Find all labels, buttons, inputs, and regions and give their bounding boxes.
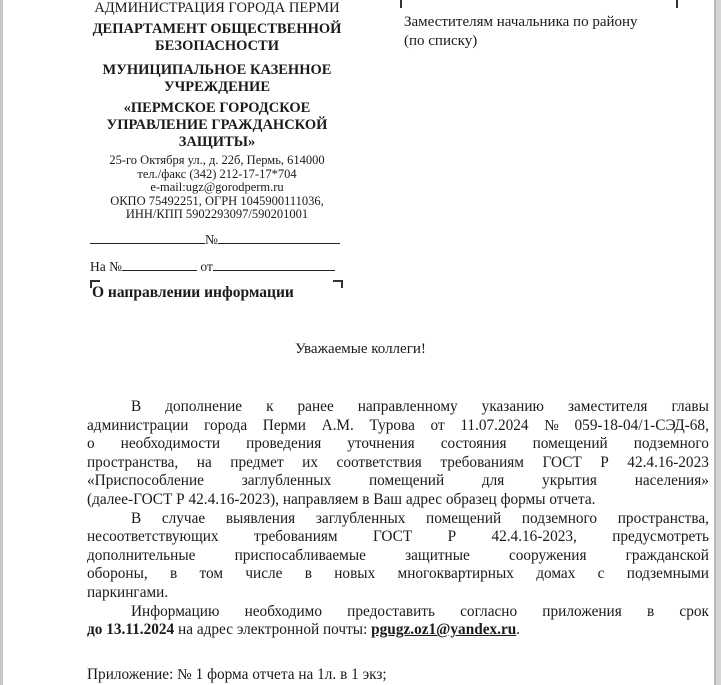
addressee-line: (по списку) xyxy=(404,33,478,49)
institution-line: УЧРЕЖДЕНИЕ xyxy=(163,79,271,95)
addressee-corner-mark-right xyxy=(674,0,678,8)
letterhead-institution xyxy=(72,62,362,96)
word: согласно xyxy=(460,602,518,620)
body-line xyxy=(87,454,709,473)
word: В xyxy=(131,509,142,527)
word: направленному xyxy=(357,398,458,415)
word: Информацию xyxy=(131,602,220,620)
word: на xyxy=(196,453,212,471)
word: требованиям xyxy=(440,453,524,471)
word: к xyxy=(266,398,274,415)
letterhead-department xyxy=(72,21,362,55)
word: их xyxy=(302,453,319,471)
body-line xyxy=(87,528,709,547)
reply-to-label: На № xyxy=(90,259,122,274)
appendix-line: Приложение: № 1 форма отчета на 1л. в 1 экз; xyxy=(87,666,387,683)
organization-line: «ПЕРМСКОЕ ГОРОДСКОЕ xyxy=(123,100,311,116)
body-line xyxy=(87,565,709,584)
word: том xyxy=(199,565,224,583)
word: населения» xyxy=(634,472,709,490)
contact-inn: ИНН/КПП 5902293097/590201001 xyxy=(125,207,309,221)
organization-line: УПРАВЛЕНИЕ ГРАЖДАНСКОЙ xyxy=(106,117,328,133)
word: заглубленных xyxy=(241,472,332,490)
reply-number-blank xyxy=(122,258,197,271)
word: главы xyxy=(671,398,709,415)
word: несоответствующих xyxy=(87,528,219,546)
word: 059-18-04/1-СЭД-68, xyxy=(574,416,709,434)
word: подземного xyxy=(633,435,709,453)
word: пространства, xyxy=(87,453,179,471)
word: «Приспособление xyxy=(87,472,204,490)
letter-body xyxy=(87,398,709,640)
body-line xyxy=(87,621,709,640)
word: требованиям xyxy=(253,528,338,546)
reply-date-blank xyxy=(213,258,335,271)
word: подземными xyxy=(626,565,709,583)
word: необходимости xyxy=(120,435,221,453)
department-line: БЕЗОПАСНОСТИ xyxy=(154,38,280,54)
body-line: паркингами. xyxy=(87,583,169,601)
word: в xyxy=(646,602,655,620)
word: гражданской xyxy=(625,546,709,564)
date-blank xyxy=(90,231,205,244)
paragraph-2 xyxy=(87,510,709,603)
word: администрации xyxy=(87,416,189,434)
word: 42.4.16-2023 xyxy=(627,453,709,471)
word: домах xyxy=(536,565,576,583)
word: города xyxy=(204,416,248,434)
addressee-corner-mark-left xyxy=(400,0,404,8)
word: Р xyxy=(447,528,457,546)
body-line: (далее-ГОСТ Р 42.4.16-2023), направляем в Ваш адрес образец формы отчета. xyxy=(87,490,596,508)
body-line xyxy=(87,547,709,566)
number-sign: № xyxy=(205,232,218,247)
contact-email: e-mail:ugz@gorodperm.ru xyxy=(150,180,284,194)
admin-name: АДМИНИСТРАЦИЯ ГОРОДА ПЕРМИ xyxy=(94,0,340,16)
word: Турова xyxy=(369,416,415,434)
paragraph-1 xyxy=(87,398,709,510)
word: для xyxy=(481,472,505,490)
word: выявления xyxy=(225,509,296,527)
period: . xyxy=(516,621,521,639)
word: дополнительные xyxy=(87,546,196,564)
body-line xyxy=(87,435,709,454)
word: сооружения xyxy=(508,546,587,564)
word: о xyxy=(87,435,95,453)
deadline-date: до 13.11.2024 xyxy=(87,621,175,639)
word: в xyxy=(169,565,178,583)
word: помещений xyxy=(426,509,502,527)
letterhead-contacts xyxy=(72,154,362,222)
word: в xyxy=(304,565,312,583)
word: предмет xyxy=(230,453,284,471)
word: заглубленных xyxy=(315,509,406,527)
body-line xyxy=(87,472,709,491)
word: помещений xyxy=(368,472,445,490)
contact-address: 25-го Октября ул., д. 22б, Пермь, 614000 xyxy=(109,153,325,167)
word: приспосабливаемые xyxy=(234,546,366,564)
institution-line: МУНИЦИПАЛЬНОЕ КАЗЕННОЕ xyxy=(102,62,332,78)
body-line xyxy=(87,603,709,622)
word: ГОСТ xyxy=(542,453,582,471)
word: защитные xyxy=(405,546,470,564)
word: необходимо xyxy=(244,602,322,620)
word: состояния xyxy=(440,435,507,453)
salutation: Уважаемые коллеги! xyxy=(295,341,426,357)
letter-subject: О направлении информации xyxy=(92,284,294,301)
word: от xyxy=(430,416,445,434)
subject-corner-mark-right xyxy=(333,280,343,288)
word: подземного xyxy=(521,509,598,527)
deadline-text: на адрес электронной почты: xyxy=(174,621,372,639)
contact-email-link[interactable]: pgugz.oz1@yandex.ru xyxy=(371,621,517,639)
word: случае xyxy=(161,509,206,527)
word: Р xyxy=(600,453,609,471)
word: 42.4.16-2023, xyxy=(491,528,577,546)
word: В xyxy=(131,398,142,415)
letterhead-admin xyxy=(72,0,362,17)
word: ГОСТ xyxy=(372,528,413,546)
word: помещений xyxy=(532,435,608,453)
body-line xyxy=(87,510,709,529)
addressee-line: Заместителям начальника по району xyxy=(404,14,638,30)
word: № xyxy=(544,416,559,434)
number-blank xyxy=(218,231,340,244)
word: ранее xyxy=(297,398,334,415)
word: числе xyxy=(245,565,283,583)
paragraph-3 xyxy=(87,603,709,640)
word: срок xyxy=(679,602,709,620)
word: с xyxy=(597,565,605,583)
word: обороны, xyxy=(87,565,148,583)
word: 11.07.2024 xyxy=(460,416,529,434)
letterhead-organization xyxy=(72,100,362,151)
body-line xyxy=(87,417,709,436)
addressee-block xyxy=(404,13,704,51)
word: пространства, xyxy=(617,509,709,527)
word: соответствия xyxy=(336,453,422,471)
word: А.М. xyxy=(321,416,354,434)
word: проведения xyxy=(246,435,322,453)
from-label: от xyxy=(200,259,213,274)
department-line: ДЕПАРТАМЕНТ ОБЩЕСТВЕННОЙ xyxy=(92,21,342,37)
word: приложения xyxy=(542,602,622,620)
reply-reference-line xyxy=(90,258,335,275)
contact-phone: тел./факс (342) 212-17-17*704 xyxy=(137,166,297,181)
word: новых xyxy=(334,565,376,583)
body-line xyxy=(87,398,709,417)
word: Перми xyxy=(262,416,306,434)
word: многоквартирных xyxy=(397,565,514,583)
word: указанию xyxy=(481,398,544,415)
word: заместителя xyxy=(567,398,648,415)
word: укрытия xyxy=(542,472,597,490)
contact-okpo: ОКПО 75492251, ОГРН 1045900111036, xyxy=(110,193,324,208)
organization-line: ЗАЩИТЫ» xyxy=(178,134,256,150)
word: уточнения xyxy=(347,435,415,453)
word: дополнение xyxy=(165,398,243,415)
outgoing-number-line xyxy=(90,231,340,248)
word: предоставить xyxy=(347,602,435,620)
word: предусмотреть xyxy=(612,528,709,546)
